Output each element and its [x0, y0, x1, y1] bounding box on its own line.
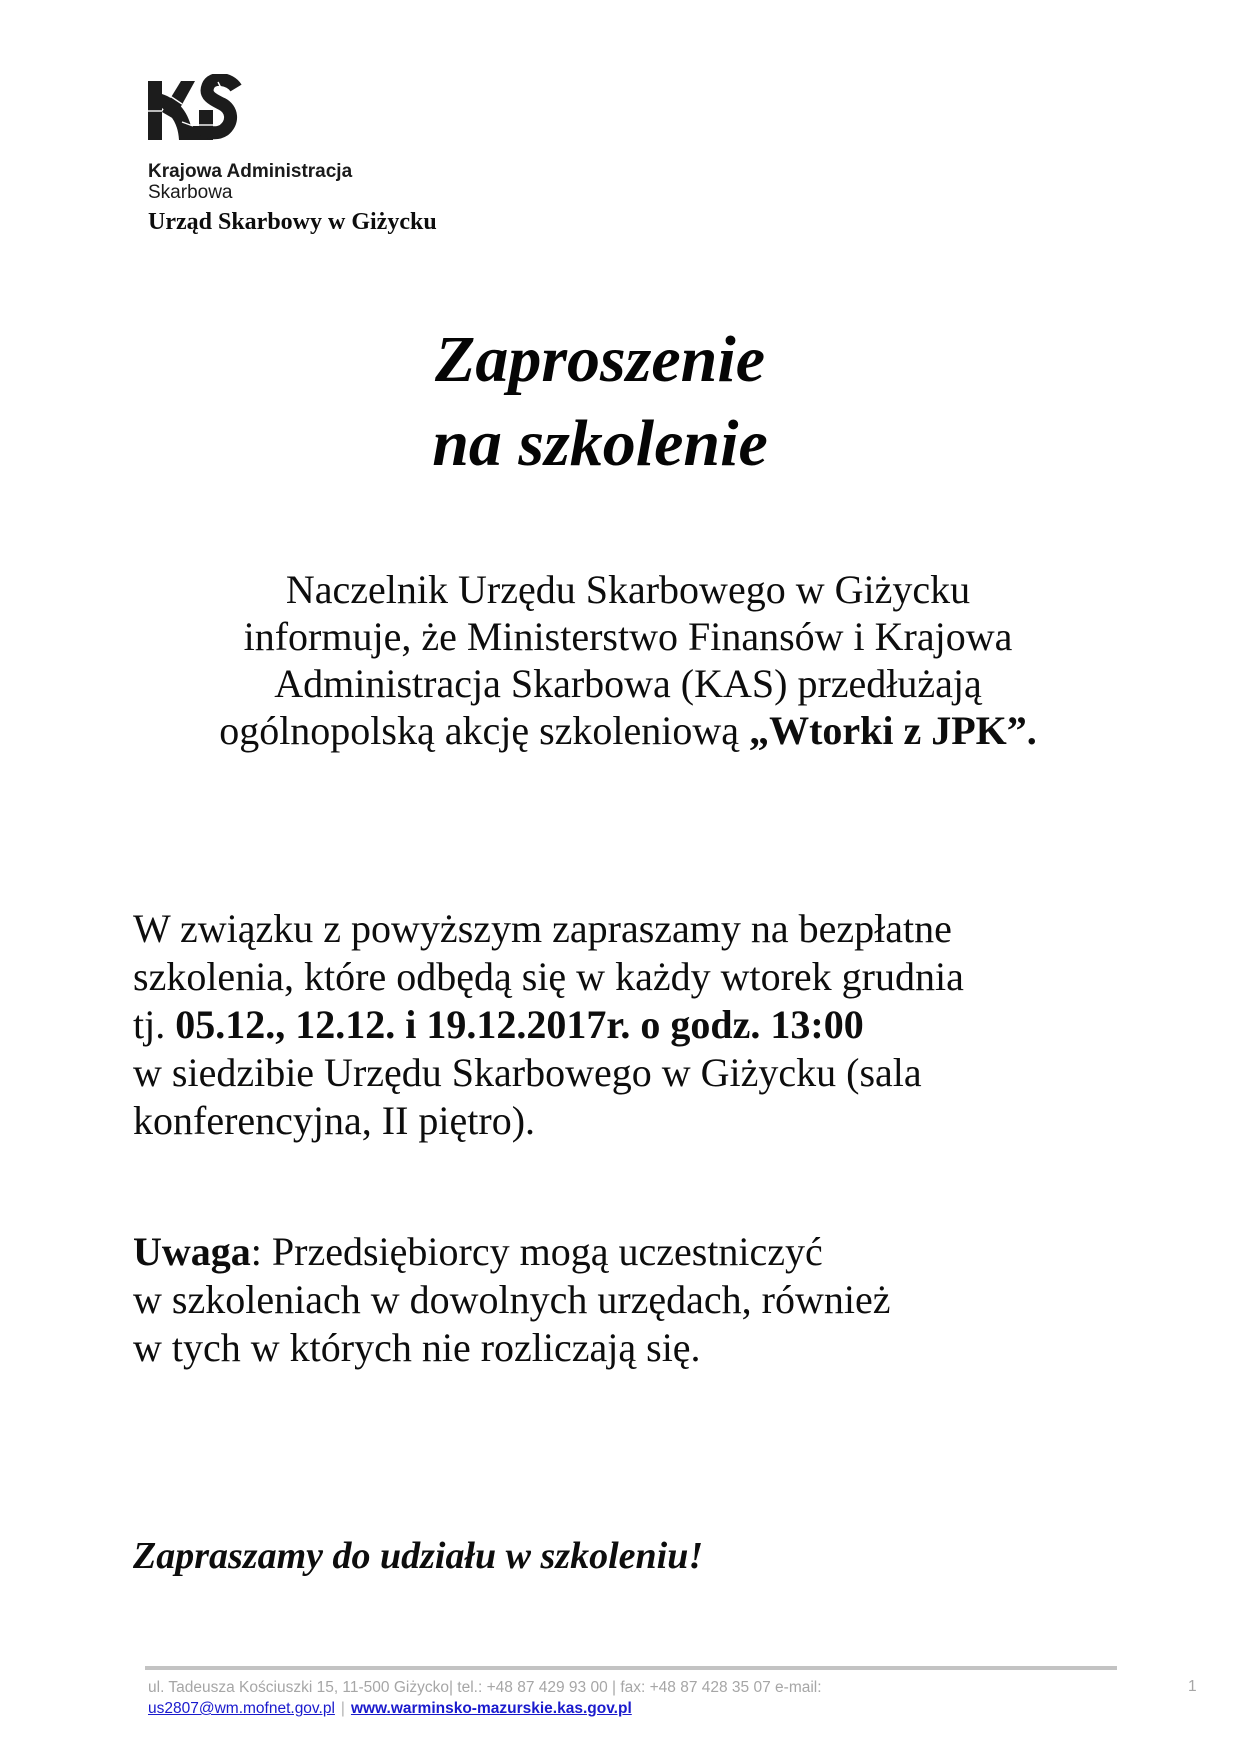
details-line5: konferencyjna, II piętro). — [133, 1098, 536, 1143]
page-number: 1 — [1188, 1678, 1197, 1695]
note-line1 — [133, 1228, 1123, 1276]
details-line3 — [133, 1001, 1123, 1049]
paragraph-details — [133, 905, 1123, 1145]
intro-line3: Administracja Skarbowa (KAS) przedłużają — [274, 661, 982, 706]
closing-line: Zapraszamy do udziału w szkoleniu! — [133, 1535, 704, 1577]
title-line1: Zaproszenie — [435, 323, 765, 396]
campaign-name: „Wtorki z JPK”. — [749, 708, 1037, 753]
paragraph-intro — [133, 566, 1123, 754]
details-line1: W związku z powyższym zapraszamy na bezpłatne — [133, 906, 952, 951]
training-dates: 05.12., 12.12. i 19.12.2017r. o godz. 13:00 — [175, 1002, 864, 1047]
footer-address: ul. Tadeusza Kościuszki 15, 11-500 Giżycko| tel.: +48 87 429 93 00 | fax: +48 87 428 35 07 e-mail: — [148, 1679, 822, 1696]
intro-line1: Naczelnik Urzędu Skarbowego w Giżycku — [285, 567, 971, 612]
details-line3-text: tj. — [133, 1002, 176, 1047]
org-name-line2: Skarbowa — [148, 182, 233, 203]
note-line1-text: : Przedsiębiorcy mogą uczestniczyć — [250, 1229, 823, 1274]
details-line2: szkolenia, które odbędą się w każdy wtorek grudnia — [133, 954, 964, 999]
org-name-line1: Krajowa Administracja — [148, 161, 353, 182]
paragraph-note — [133, 1228, 1123, 1372]
email-link[interactable]: us2807@wm.mofnet.gov.pl — [148, 1700, 335, 1717]
details-line4: w siedzibie Urzędu Skarbowego w Giżycku (sala — [133, 1050, 922, 1095]
office-name: Urząd Skarbowy w Giżycku — [148, 209, 437, 235]
letterhead — [148, 74, 437, 236]
footer-separator: | — [340, 1700, 345, 1717]
footer-links — [148, 1699, 1048, 1718]
note-line3: w tych w których nie rozliczają się. — [133, 1325, 701, 1370]
intro-line2: informuje, że Ministerstwo Finansów i Krajowa — [243, 614, 1013, 659]
website-link[interactable]: www.warminsko-mazurskie.kas.gov.pl — [350, 1700, 632, 1717]
intro-line4-text: ogólnopolską akcję szkoleniową — [219, 708, 750, 753]
document-title — [120, 318, 1080, 486]
intro-line4 — [133, 707, 1123, 754]
title-line2: na szkolenie — [432, 407, 768, 480]
kas-logo-icon — [148, 74, 244, 148]
note-line2: w szkoleniach w dowolnych urzędach, również — [133, 1277, 891, 1322]
note-label: Uwaga — [133, 1229, 251, 1274]
footer-divider — [145, 1666, 1117, 1670]
